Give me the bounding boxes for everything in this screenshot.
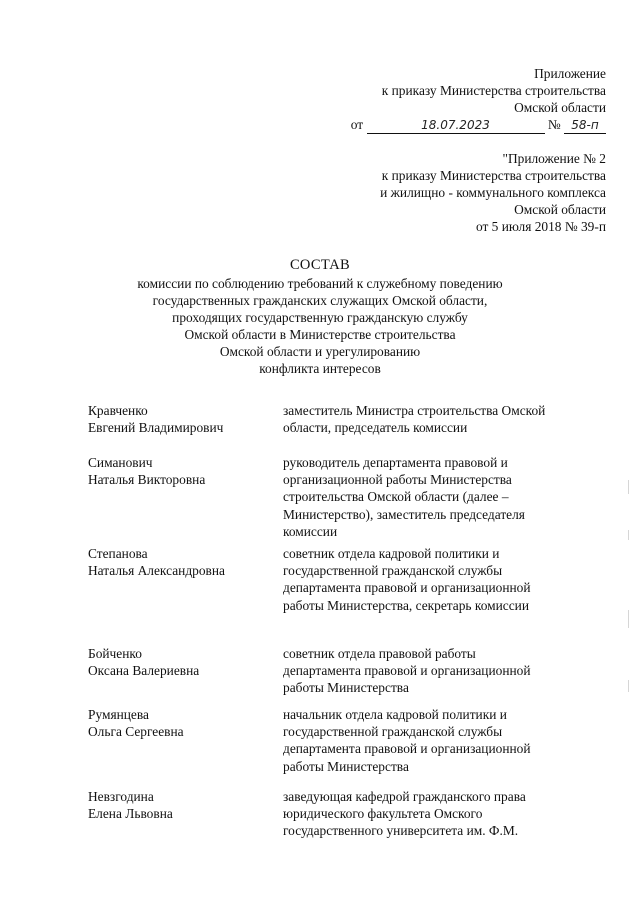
order-date-line: [351, 116, 606, 134]
position-line: руководитель департамента правовой и: [283, 455, 508, 470]
position-line: заведующая кафедрой гражданского права: [283, 789, 526, 804]
member-position: [283, 402, 579, 436]
position-line: заместитель Министра строительства Омской: [283, 403, 546, 418]
member-position: [283, 545, 579, 614]
member-surname: Румянцева: [88, 707, 149, 722]
date-prefix: от: [350, 117, 364, 132]
member-surname: Бойченко: [88, 646, 142, 661]
scan-edge-marks: [628, 470, 634, 720]
document-title: [0, 257, 640, 377]
handwritten-number: 58-п: [564, 119, 606, 134]
title-line: комиссии по соблюдению требований к служебному поведению: [137, 276, 503, 291]
number-prefix: №: [547, 117, 561, 132]
position-line: юридического факультета Омского: [283, 806, 483, 822]
title-line: Омской области и урегулированию: [219, 344, 421, 359]
appendix-header: [351, 65, 606, 134]
appendix-line: и жилищно - коммунального комплекса: [380, 185, 606, 200]
position-line: советник отдела правовой работы: [283, 646, 476, 661]
member-surname: Степанова: [88, 546, 148, 561]
member-given-names: Наталья Александровна: [88, 563, 225, 579]
position-line: работы Министерства: [283, 758, 409, 774]
appendix-line: к приказу Министерства строительства: [381, 83, 606, 98]
position-line: советник отдела кадровой политики и: [283, 546, 500, 561]
member-given-names: Ольга Сергеевна: [88, 724, 184, 740]
position-line: департамента правовой и организационной: [283, 741, 531, 757]
title-line: проходящих государственную гражданскую службу: [172, 310, 468, 325]
appendix-line: Омской области: [514, 100, 606, 115]
position-line: Министерство), заместитель председателя: [283, 506, 525, 522]
original-appendix-header: [380, 150, 606, 235]
position-line: департамента правовой и организационной: [283, 580, 531, 596]
position-line: работы Министерства: [283, 680, 409, 696]
member-given-names: Евгений Владимирович: [88, 420, 224, 436]
position-line: работы Министерства, секретарь комиссии: [283, 597, 530, 613]
appendix-line: Приложение: [534, 66, 606, 81]
member-name: [88, 788, 268, 822]
position-line: строительства Омской области (далее –: [283, 489, 509, 505]
member-position: [283, 645, 579, 697]
title-line: Омской области в Министерстве строительства: [184, 327, 456, 342]
appendix-line: Омской области: [514, 202, 606, 217]
member-name: [88, 402, 268, 436]
member-surname: Невзгодина: [88, 789, 154, 804]
member-position: [283, 454, 579, 540]
position-line: государственной гражданской службы: [283, 563, 503, 579]
member-position: [283, 706, 579, 775]
member-name: [88, 454, 268, 488]
position-line: государственной гражданской службы: [283, 724, 503, 740]
position-line: начальник отдела кадровой политики и: [283, 707, 507, 722]
position-line: государственного университета им. Ф.М.: [283, 823, 519, 839]
member-given-names: Елена Львовна: [88, 806, 173, 822]
handwritten-date: 18.07.2023: [367, 119, 545, 134]
member-name: [88, 706, 268, 740]
member-position: [283, 788, 579, 840]
member-surname: Кравченко: [88, 403, 148, 418]
title-line: конфликта интересов: [259, 361, 381, 376]
appendix-line: от 5 июля 2018 № 39-п: [475, 219, 606, 234]
appendix-line: к приказу Министерства строительства: [381, 168, 606, 183]
title-line: государственных гражданских служащих Омской области,: [152, 293, 488, 308]
position-line: комиссии: [283, 523, 338, 539]
member-name: [88, 645, 268, 679]
position-line: области, председатель комиссии: [283, 420, 468, 436]
position-line: организационной работы Министерства: [283, 472, 512, 488]
member-name: [88, 545, 268, 579]
member-surname: Симанович: [88, 455, 153, 470]
title-heading: СОСТАВ: [289, 257, 351, 273]
appendix-line: "Приложение № 2: [502, 151, 606, 166]
member-given-names: Оксана Валериевна: [88, 663, 200, 679]
member-given-names: Наталья Викторовна: [88, 472, 206, 488]
position-line: департамента правовой и организационной: [283, 663, 531, 679]
